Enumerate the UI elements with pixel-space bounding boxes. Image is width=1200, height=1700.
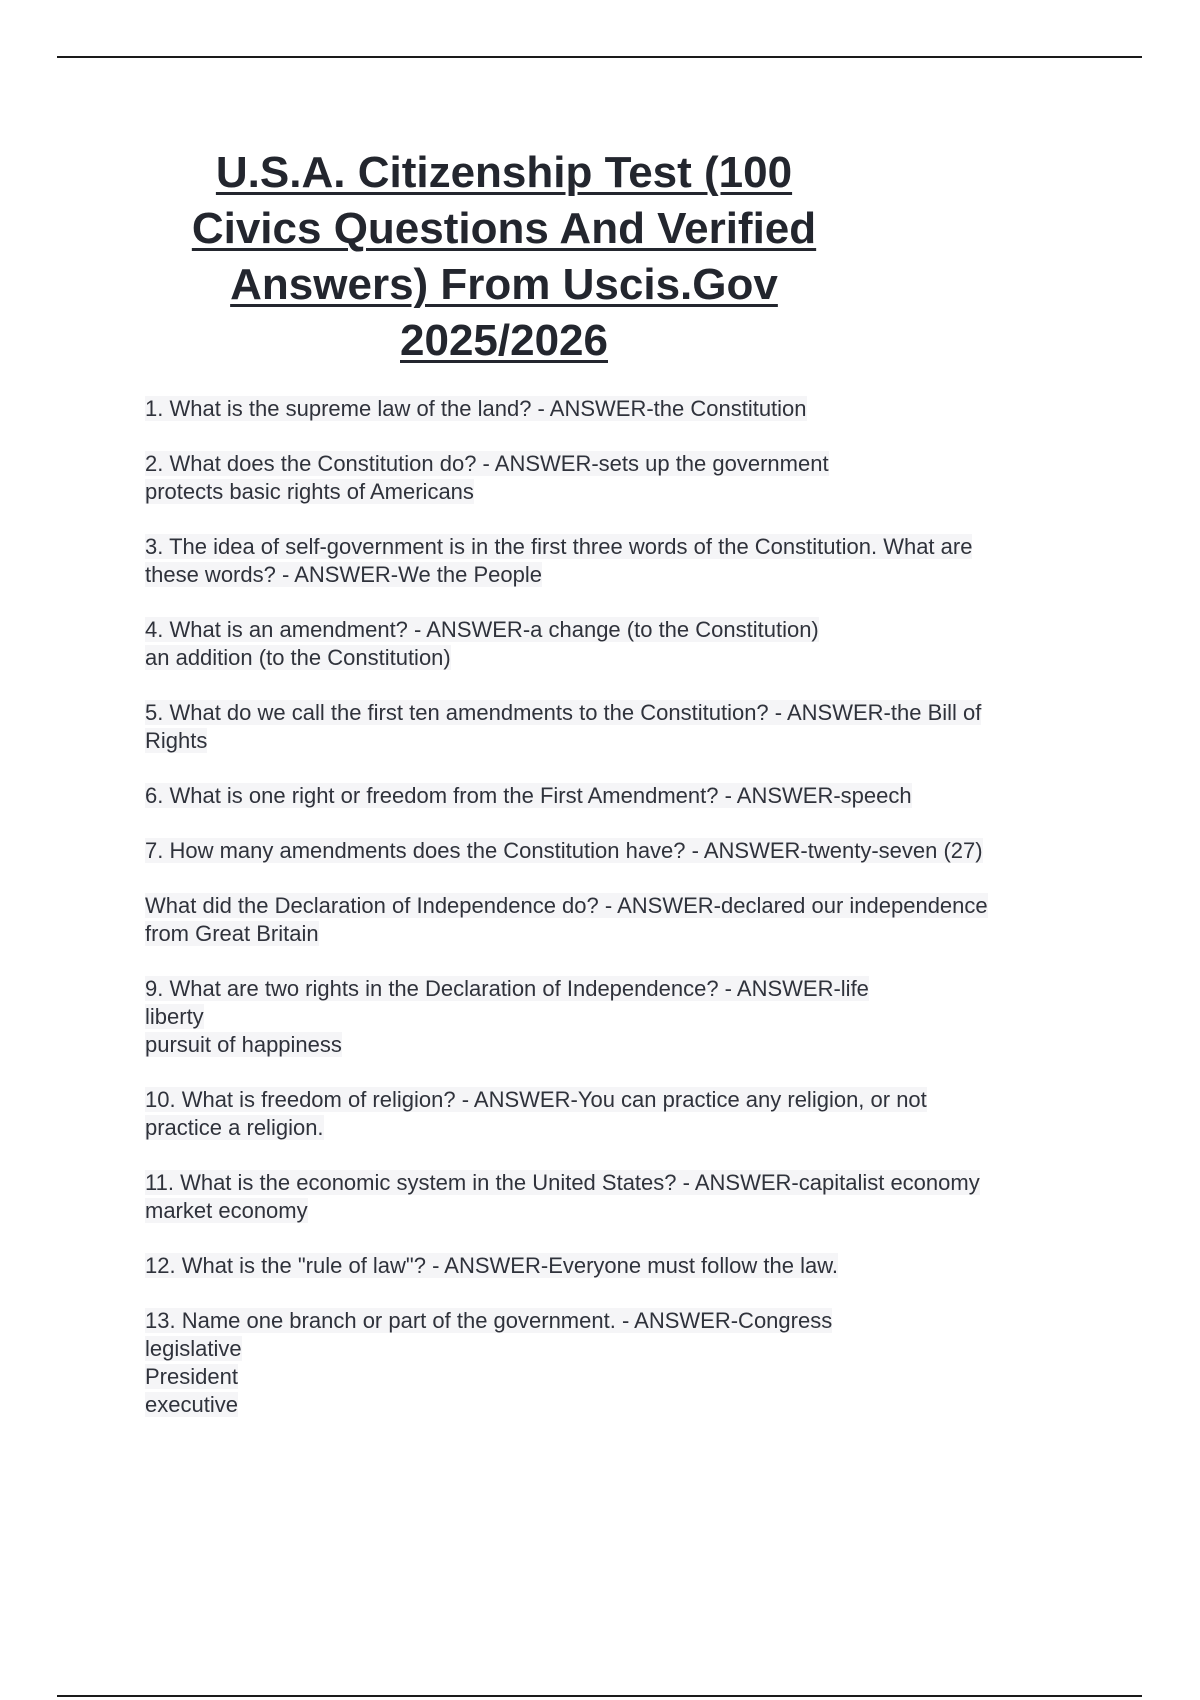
qa-question-line [145,782,1095,810]
qa-item [145,837,1095,865]
title-line: Answers) From Uscis.Gov [230,260,778,309]
qa-answer-line [145,1363,1095,1391]
title-line: U.S.A. Citizenship Test (100 [215,148,793,197]
bottom-divider [57,1695,1142,1697]
qa-line-text: from Great Britain [145,921,319,946]
qa-answer-line [145,644,1095,672]
qa-answer-line [145,1197,1095,1225]
qa-answer-line [145,727,1095,755]
qa-answer-line [145,478,1095,506]
qa-question-line [145,975,1095,1003]
qa-item [145,616,1095,672]
qa-line-text: What did the Declaration of Independence do? - ANSWER-declared our independence [145,893,988,918]
qa-line-text: protects basic rights of Americans [145,479,474,504]
qa-question-line [145,1307,1095,1335]
title-line: 2025/2026 [400,316,608,365]
qa-line-text: 6. What is one right or freedom from the First Amendment? - ANSWER-speech [145,783,912,808]
qa-line-text: 12. What is the "rule of law"? - ANSWER-Everyone must follow the law. [145,1253,838,1278]
qa-item [145,533,1095,589]
qa-line-text: market economy [145,1198,308,1223]
qa-answer-line [145,1335,1095,1363]
qa-question-line [145,533,1095,561]
qa-question-line [145,395,1095,423]
qa-line-text: legislative [145,1336,242,1361]
qa-question-line [145,1252,1095,1280]
qa-answer-line [145,1031,1095,1059]
qa-item [145,395,1095,423]
qa-answer-line [145,1003,1095,1031]
qa-item [145,699,1095,755]
qa-question-line [145,450,1095,478]
qa-item [145,1307,1095,1419]
qa-question-line [145,699,1095,727]
qa-line-text: 1. What is the supreme law of the land? - ANSWER-the Constitution [145,396,807,421]
qa-item [145,450,1095,506]
qa-line-text: 2. What does the Constitution do? - ANSWER-sets up the government [145,451,829,476]
qa-line-text: 10. What is freedom of religion? - ANSWER-You can practice any religion, or not [145,1087,927,1112]
qa-line-text: these words? - ANSWER-We the People [145,562,542,587]
qa-line-text: 5. What do we call the first ten amendments to the Constitution? - ANSWER-the Bill of [145,700,982,725]
qa-item [145,892,1095,948]
qa-item [145,1252,1095,1280]
question-answer-list [145,395,1095,1446]
qa-answer-line [145,1114,1095,1142]
qa-line-text: 9. What are two rights in the Declaration of Independence? - ANSWER-life [145,976,869,1001]
qa-item [145,1169,1095,1225]
qa-line-text: executive [145,1392,238,1417]
qa-line-text: 3. The idea of self-government is in the first three words of the Constitution. What are [145,534,973,559]
qa-line-text: Rights [145,728,208,753]
qa-question-line [145,616,1095,644]
qa-line-text: 7. How many amendments does the Constitution have? - ANSWER-twenty-seven (27) [145,838,983,863]
qa-line-text: pursuit of happiness [145,1032,342,1057]
qa-question-line [145,1086,1095,1114]
qa-line-text: 11. What is the economic system in the United States? - ANSWER-capitalist economy [145,1170,980,1195]
qa-line-text: practice a religion. [145,1115,324,1140]
document-title [100,145,908,369]
qa-line-text: an addition (to the Constitution) [145,645,451,670]
qa-question-line [145,1169,1095,1197]
qa-question-line [145,837,1095,865]
qa-answer-line [145,1391,1095,1419]
qa-item [145,1086,1095,1142]
top-divider [57,56,1142,58]
qa-question-line [145,892,1095,920]
qa-answer-line [145,561,1095,589]
qa-line-text: liberty [145,1004,204,1029]
qa-item [145,975,1095,1059]
qa-line-text: President [145,1364,238,1389]
qa-line-text: 13. Name one branch or part of the government. - ANSWER-Congress [145,1308,833,1333]
qa-item [145,782,1095,810]
title-line: Civics Questions And Verified [191,204,817,253]
qa-answer-line [145,920,1095,948]
qa-line-text: 4. What is an amendment? - ANSWER-a change (to the Constitution) [145,617,819,642]
